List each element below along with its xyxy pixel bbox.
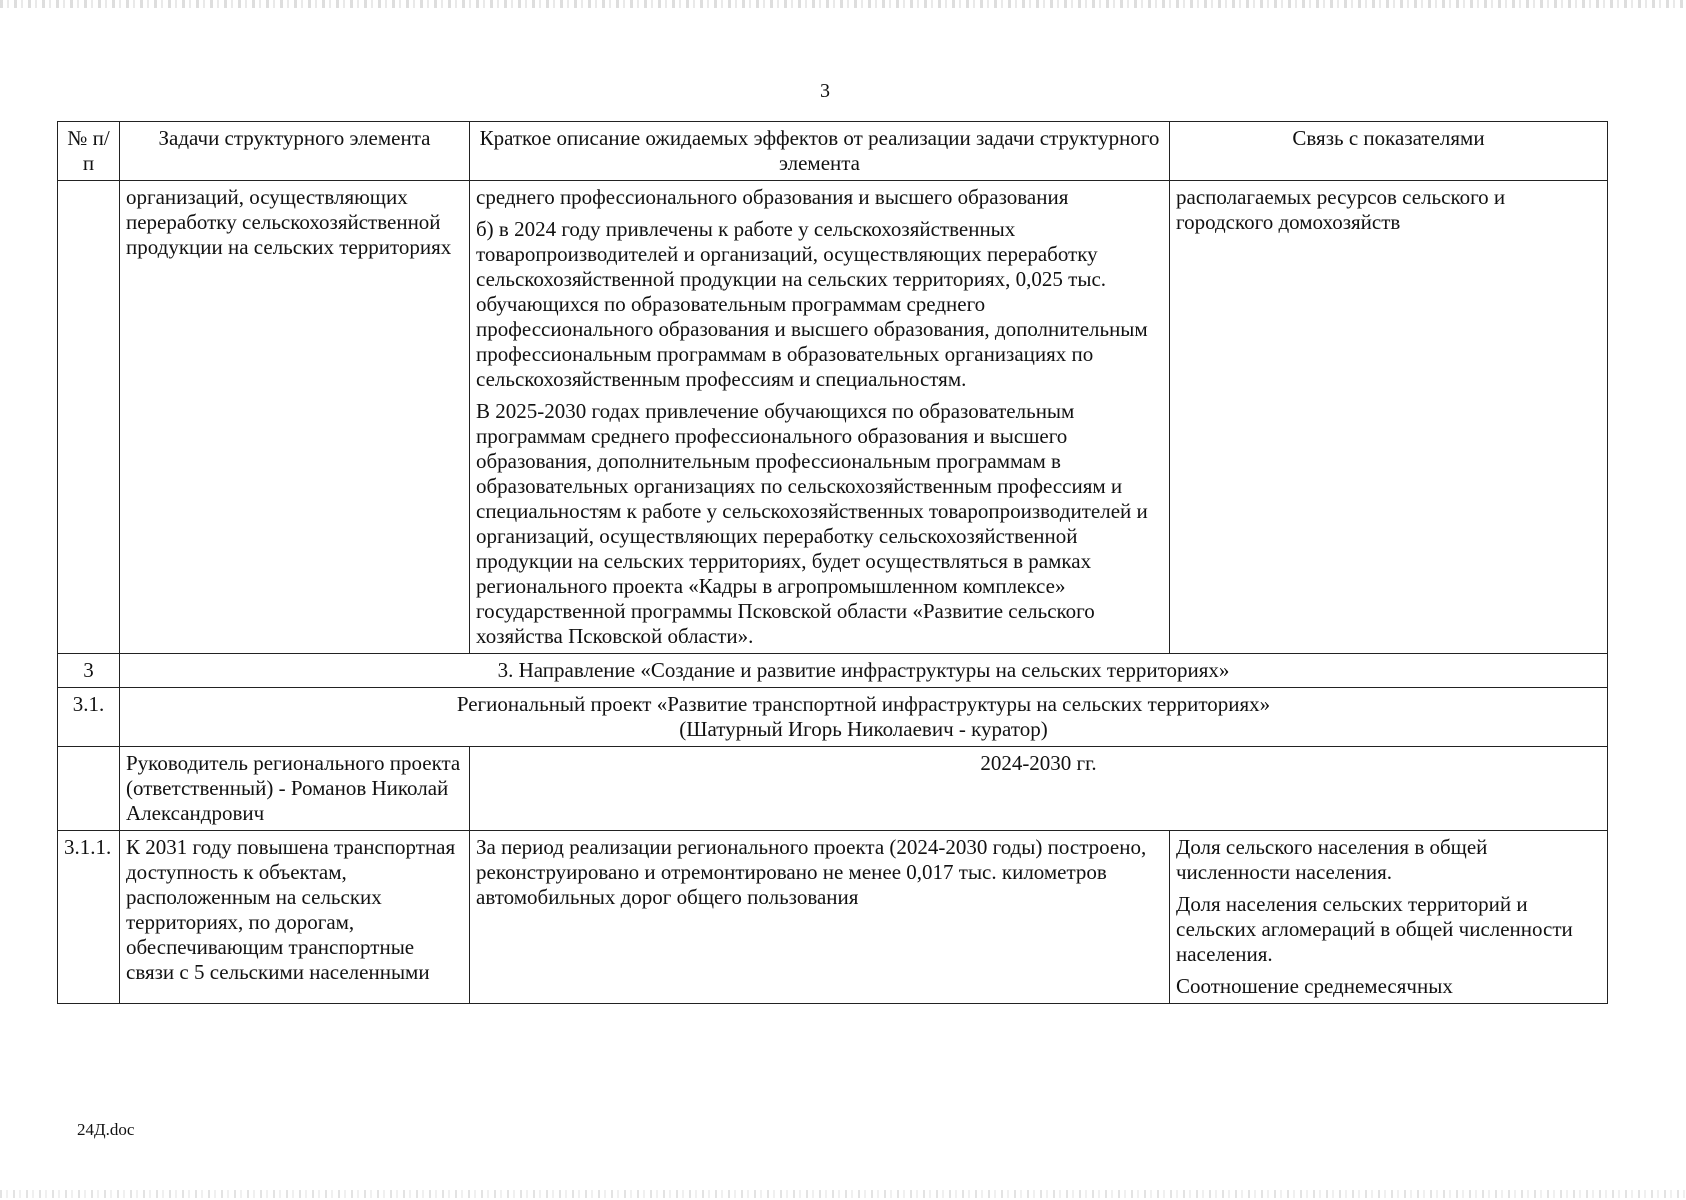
project-cell — [120, 688, 1608, 747]
header-link: Связь с показателями — [1170, 122, 1608, 181]
cell-task: организаций, осуществляющих переработку сельскохозяйственной продукции на сельских территориях — [120, 181, 470, 654]
scan-edge-bottom — [0, 1190, 1686, 1198]
project-period: 2024-2030 гг. — [470, 747, 1608, 831]
table-row — [58, 181, 1608, 654]
table-header-row — [58, 122, 1608, 181]
indicator-link: Соотношение среднемесячных — [1176, 974, 1453, 998]
indicator-link: Доля сельского населения в общей численности населения. — [1176, 835, 1488, 884]
direction-num: 3 — [58, 654, 120, 688]
project-num: 3.1. — [58, 688, 120, 747]
header-num: № п/п — [58, 122, 120, 181]
project-leader: Руководитель регионального проекта (ответственный) - Романов Николай Александрович — [120, 747, 470, 831]
leader-row — [58, 747, 1608, 831]
scan-edge-top — [0, 0, 1686, 8]
task-text: К 2031 году повышена транспортная доступность к объектам, расположенным на сельских территориях, по дорогам, обеспечивающим транспортные связи с 5 сельскими населенными — [120, 831, 470, 1004]
task-description: За период реализации регионального проекта (2024-2030 годы) построено, реконструировано и отремонтировано не менее 0,017 тыс. километров автомобильных дорог общего пользования — [470, 831, 1170, 1004]
project-title: Региональный проект «Развитие транспортной инфраструктуры на сельских территориях» — [456, 692, 1271, 716]
direction-row — [58, 654, 1608, 688]
footer-filename: 24Д.doc — [77, 1120, 135, 1139]
leader-num — [58, 747, 120, 831]
description-paragraph: среднего профессионального образования и высшего образования — [476, 185, 1069, 209]
header-description: Краткое описание ожидаемых эффектов от реализации задачи структурного элемента — [470, 122, 1170, 181]
structural-elements-table — [57, 121, 1608, 1004]
cell-description — [470, 181, 1170, 654]
project-row — [58, 688, 1608, 747]
cell-num — [58, 181, 120, 654]
header-task: Задачи структурного элемента — [120, 122, 470, 181]
indicator-link: Доля населения сельских территорий и сельских агломераций в общей численности населения. — [1176, 892, 1573, 966]
cell-link: располагаемых ресурсов сельского и городского домохозяйств — [1170, 181, 1608, 654]
table-row — [58, 831, 1608, 1004]
description-paragraph: В 2025-2030 годах привлечение обучающихся по образовательным программам среднего профессионального образования и высшего образования, дополнительным профессиональным программам в образовательных организациях по сельскохозяйственным профессиям и специальностям к работе у сельскохозяйственных товаропроизводителей и организаций, осуществляющих переработку сельскохозяйственной продукции на сельских территориях, будет осуществляться в рамках регионального проекта «Кадры в агропромышленном комплексе» государственной программы Псковской области «Развитие сельского хозяйства Псковской области». — [476, 399, 1148, 648]
task-num: 3.1.1. — [58, 831, 120, 1004]
project-curator: (Шатурный Игорь Николаевич - куратор) — [679, 717, 1048, 741]
task-links — [1170, 831, 1608, 1004]
direction-title: 3. Направление «Создание и развитие инфраструктуры на сельских территориях» — [120, 654, 1608, 688]
description-paragraph: б) в 2024 году привлечены к работе у сельскохозяйственных товаропроизводителей и организаций, осуществляющих переработку сельскохозяйственной продукции на сельских территориях, 0,025 тыс. обучающихся по образовательным программам среднего профессионального образования и высшего образования, дополнительным профессиональным программам в образовательных организациях по сельскохозяйственным профессиям и специальностям. — [476, 217, 1148, 391]
page-number: 3 — [820, 80, 830, 102]
